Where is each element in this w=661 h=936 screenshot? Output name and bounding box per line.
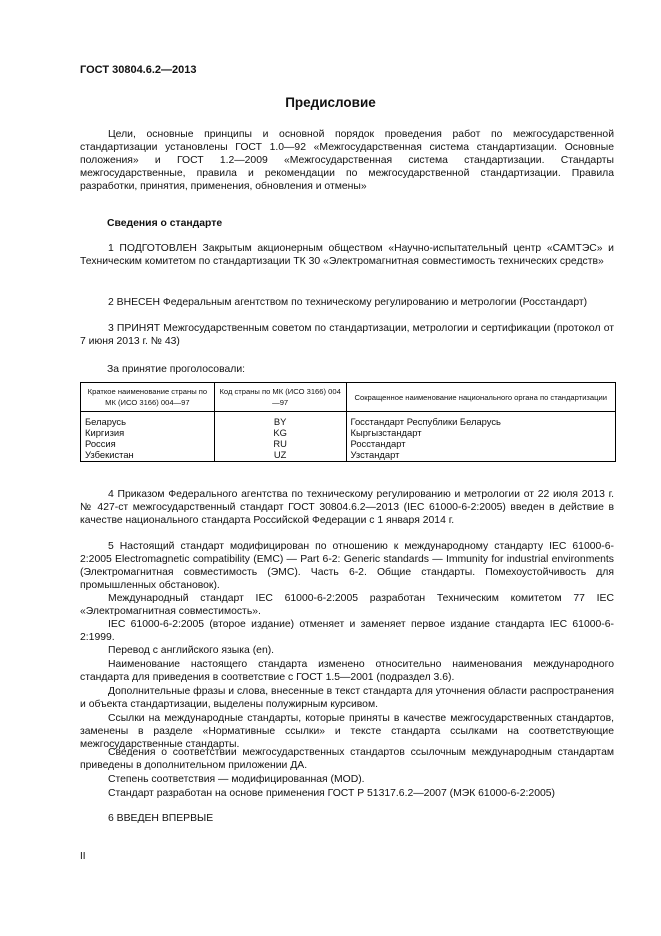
item-5-references-paragraph: Ссылки на международные стандарты, которые приняты в качестве межгосударственных стандартов, заменены в разделе «Нормативные ссылки» и тексте стандарта ссылками на соответствующие межгосударственные стандарты.: [80, 713, 614, 750]
item-5-translation-paragraph: Перевод с английского языка (en).: [108, 645, 275, 656]
body-cell: Узстандарт: [346, 449, 616, 462]
code-cell: KG: [214, 427, 346, 438]
table-row: [81, 438, 616, 449]
document-code-header: ГОСТ 30804.6.2—2013: [80, 64, 197, 76]
item-5-replaces-paragraph: IEC 61000-6-2:2005 (второе издание) отменяет и заменяет первое издание стандарта IEC 61000-6-2:1999.: [80, 619, 614, 643]
item-1-prepared: 1 ПОДГОТОВЛЕН Закрытым акционерным обществом «Научно-испытательный центр «САМТЭС» и Техническим комитетом по стандартизации ТК 30 «Электромагнитная совместимость технических средств»: [80, 243, 614, 267]
code-cell: BY: [214, 412, 346, 428]
item-5-developer-paragraph: Международный стандарт IEC 61000-6-2:2005 разработан Техническим комитетом 77 IEC «Электромагнитная совместимость».: [80, 593, 614, 617]
table-header-row: [81, 383, 616, 412]
column-header-code: Код страны по МК (ИСО 3166) 004—97: [214, 383, 346, 412]
code-cell: UZ: [214, 449, 346, 462]
country-cell: Беларусь: [81, 412, 215, 428]
country-cell: Киргизия: [81, 427, 215, 438]
country-cell: Узбекистан: [81, 449, 215, 462]
item-4-order: 4 Приказом Федерального агентства по техническому регулированию и метрологии от 22 июля 2013 г. № 427-ст межгосударственный стандарт ГОСТ 30804.6.2—2013 (IEC 61000-6-2:2005) введен в действие в качестве национального стандарта Российской Федерации с 1 января 2014 г.: [80, 489, 614, 526]
table-row: [81, 427, 616, 438]
item-5-annex-paragraph: Сведения о соответствии межгосударственных стандартов ссылочным международным стандартам приведены в дополнительном приложении ДА.: [80, 747, 614, 771]
preface-intro-paragraph: Цели, основные принципы и основной порядок проведения работ по межгосударственной стандартизации установлены ГОСТ 1.0—92 «Межгосударственная система стандартизации. Основные положения» и ГОСТ 1.2—2009 «Межгосударственная система стандартизации. Стандарты межгосударственные, правила и рекомендации по межгосударственной стандартизации. Правила разработки, принятия, применения, обновления и отмены»: [80, 129, 614, 192]
item-3-adopted: 3 ПРИНЯТ Межгосударственным советом по стандартизации, метрологии и сертификации (протокол от 7 июня 2013 г. № 43): [80, 323, 614, 347]
item-2-submitted: 2 ВНЕСЕН Федеральным агентством по техническому регулированию и метрологии (Росстандарт): [108, 297, 588, 308]
standard-info-heading: Сведения о стандарте: [107, 218, 223, 229]
page-number: II: [80, 851, 86, 862]
code-cell: RU: [214, 438, 346, 449]
voted-label: За принятие проголосовали:: [107, 364, 246, 375]
voting-countries-table: [80, 382, 616, 462]
preface-title: Предисловие: [285, 95, 376, 110]
table-row: [81, 449, 616, 462]
item-5-degree-paragraph: Степень соответствия — модифицированная (MOD).: [108, 774, 365, 785]
body-cell: Росстандарт: [346, 438, 616, 449]
item-5-name-change-paragraph: Наименование настоящего стандарта изменено относительно наименования международного стандарта для приведения в соответствие с ГОСТ 1.5—2001 (подраздел 3.6).: [80, 659, 614, 683]
country-cell: Россия: [81, 438, 215, 449]
column-header-country: Краткое наименование страны по МК (ИСО 3166) 004—97: [81, 383, 215, 412]
item-6-introduced: 6 ВВЕДЕН ВПЕРВЫЕ: [108, 813, 214, 824]
column-header-body: Сокращенное наименование национального органа по стандартизации: [346, 383, 616, 412]
item-5-basis-paragraph: Стандарт разработан на основе применения ГОСТ Р 51317.6.2—2007 (МЭК 61000-6-2:2005): [108, 788, 555, 799]
body-cell: Госстандарт Республики Беларусь: [346, 412, 616, 428]
table-row: [81, 412, 616, 428]
item-5-additions-paragraph: Дополнительные фразы и слова, внесенные в текст стандарта для уточнения области распространения и объекта стандартизации, выделены полужирным курсивом.: [80, 686, 614, 710]
item-5-modified: 5 Настоящий стандарт модифицирован по отношению к международному стандарту IEC 61000-6-2:2005 Electromagnetic compatibility (EMC) — Part 6-2: Generic standards — Immunity for industrial environments (Электромагнитная совместимость (ЭМС). Часть 6-2. Общие стандарты. Помехоустойчивость для промышленных обстановок).: [80, 541, 614, 591]
body-cell: Кыргызстандарт: [346, 427, 616, 438]
